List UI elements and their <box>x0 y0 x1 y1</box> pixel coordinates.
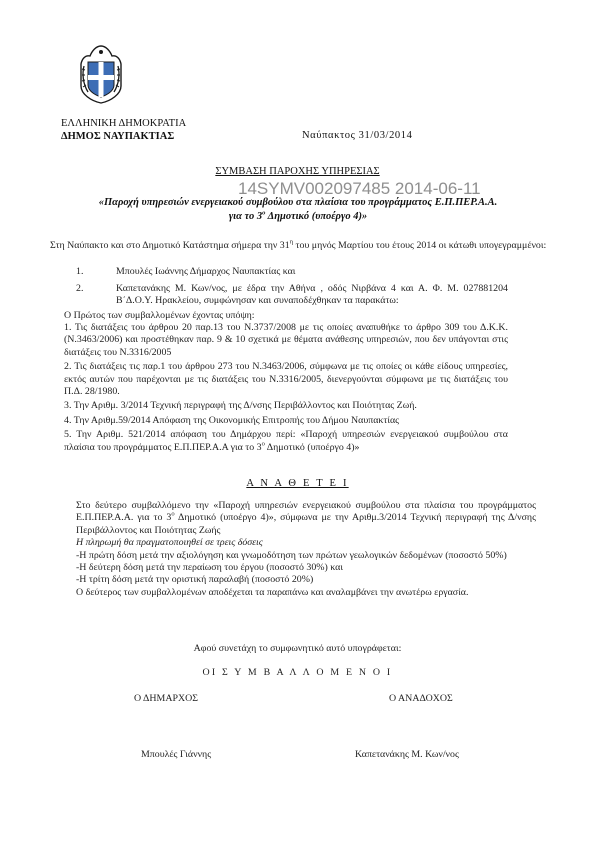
signatory-right-role: Ο ΑΝΑΔΟΧΟΣ <box>389 693 453 704</box>
party-2: 2. Καπετανάκης Μ. Κων/νος, με έδρα την Αθήνα , οδός Νιρβάνα 4 και Α. Φ. Μ. 027881204 Β΄Δ.Ο.Υ. Ηρακλείου, συμφώνησαν και συναποδέχθηκαν τα παρακάτω: <box>76 283 508 307</box>
greek-coat-of-arms-icon <box>76 44 126 104</box>
signatory-right-name: Καπετανάκης Μ. Κων/νος <box>355 749 459 760</box>
acceptance-paragraph: Ο δεύτερος των συμβαλλομένων αποδέχεται τα παραπάνω και αναλαμβάνει την ανωτέρω εργασία. <box>76 586 469 598</box>
payment-intro: Η πληρωμή θα πραγματοποιηθεί σε τρεις δόσεις <box>76 537 263 549</box>
consideration-4: 4. Την Αριθμ.59/2014 Απόφαση της Οικονομικής Επιτροπής του Δήμου Ναυπακτίας <box>64 414 400 426</box>
signing-line: Αφού συνετάχη το συμφωνητικό αυτό υπογράφεται: <box>193 643 402 654</box>
subtitle-line-1: «Παροχή υπηρεσιών ενεργειακού συμβούλου στα πλαίσια του προγράμματος Ε.Π.ΠΕΡ.Α.Α. <box>98 197 498 208</box>
payment-1: -Η πρώτη δόση μετά την αξιολόγηση και γνωμοδότηση των πρώτων γεωλογικών δεδομένων (ποσοστό 50%) <box>76 549 507 561</box>
payment-3: -Η τρίτη δόση μετά την οριστική παραλαβή (ποσοστό 20%) <box>76 574 314 586</box>
assignment-section <box>76 500 536 599</box>
consideration-1: 1. Τις διατάξεις του άρθρου 20 παρ.13 του Ν.3737/2008 με τις οποίες αναπυθήκε το άρθρο 309 του Δ.Κ.Κ. (Ν.3463/2006) και προστέθηκαν παρ. 9 & 10 σχετικά με θέματα ανάθεσης υπηρεσιών, που δεν υπάγονται στις διατάξεις του Ν.3316/2005 <box>64 322 508 358</box>
signatory-left-role: Ο ΔΗΜΑΡΧΟΣ <box>134 693 198 704</box>
assigns-heading: Α Ν Α Θ Ε Τ Ε Ι <box>246 478 349 489</box>
signatory-left-name: Μπουλές Γιάννης <box>141 749 212 760</box>
municipality-name: ΔΗΜΟΣ ΝΑΥΠΑΚΤΙΑΣ <box>61 131 175 142</box>
party-1: 1. Μπουλές Ιωάννης Δήμαρχος Ναυπακτίας και <box>76 266 296 277</box>
considerations-list <box>64 322 508 454</box>
intro-paragraph: Στη Ναύπακτο και στο Δημοτικό Κατάστημα σήμερα την $31^\eta$ του μηνός Μαρτίου του έτους 2014 οι κάτωθι υπογεγραμμένοι: <box>50 238 547 251</box>
contract-subtitle <box>48 196 548 223</box>
consideration-3: 3. Την Αριθμ. 3/2014 Τεχνική περιγραφή της Δ/νσης Περιβάλλοντος και Ποιότητας Ζωή. <box>64 400 417 412</box>
country-name: ΕΛΛΗΝΙΚΗ ΔΗΜΟΚΡΑΤΙΑ <box>61 118 187 129</box>
assignment-paragraph: Στο δεύτερο συμβαλλόμενο την «Παροχή υπηρεσιών ενεργειακού συμβούλου στα πλαίσια του προγράμματος Ε.Π.ΠΕΡ.Α.Α. για το $3^o$ Δημοτικό (υποέργο 4)», σύμφωνα με την Αριθμ.3/2014 Τεχνική περιγραφή της Δ/νσης Περιβάλλοντος και Ποιότητας Ζωής <box>76 500 536 536</box>
subtitle-line-2: για το $3^o$ Δημοτικό (υποέργο 4)» <box>228 209 368 222</box>
consideration-5: 5. Την Αριθμ. 521/2014 απόφαση του Δημάρχου περί: «Παροχή υπηρεσιών ενεργειακού συμβούλου στα πλαίσια του προγράμματος Ε.Π.ΠΕΡ.Α.Α για το $3^o$ Δημοτικό (υποέργο 4)» <box>64 429 508 453</box>
contract-title: ΣΥΜΒΑΣΗ ΠΑΡΟΧΗΣ ΥΠΗΡΕΣΙΑΣ <box>215 166 380 177</box>
document-date: Ναύπακτος 31/03/2014 <box>302 130 413 141</box>
payment-2: -Η δεύτερη δόση μετά την περαίωση του έργου (ποσοστό 30%) και <box>76 562 344 574</box>
document-id-watermark: 14SYMV002097485 2014-06-11 <box>238 179 481 198</box>
considerations-intro: Ο Πρώτος των συμβαλλομένων έχοντας υπόψη: <box>64 310 255 321</box>
consideration-2: 2. Τις διατάξεις τις παρ.1 του άρθρου 273 του Ν.3463/2006, σύμφωνα με τις οποίες οι κάθε είδους υπηρεσίες, εκτός αυτών που παρέχονται με τις διατάξεις του Ν.3316/2005, διενεργούνται σύμφωνα με τις διατάξεις του Π.Δ. 28/1980. <box>64 361 508 398</box>
contracting-parties-heading: ΟΙ Σ Υ Μ Β Α Λ Λ Ο Μ Ε Ν Ο Ι <box>202 667 393 678</box>
